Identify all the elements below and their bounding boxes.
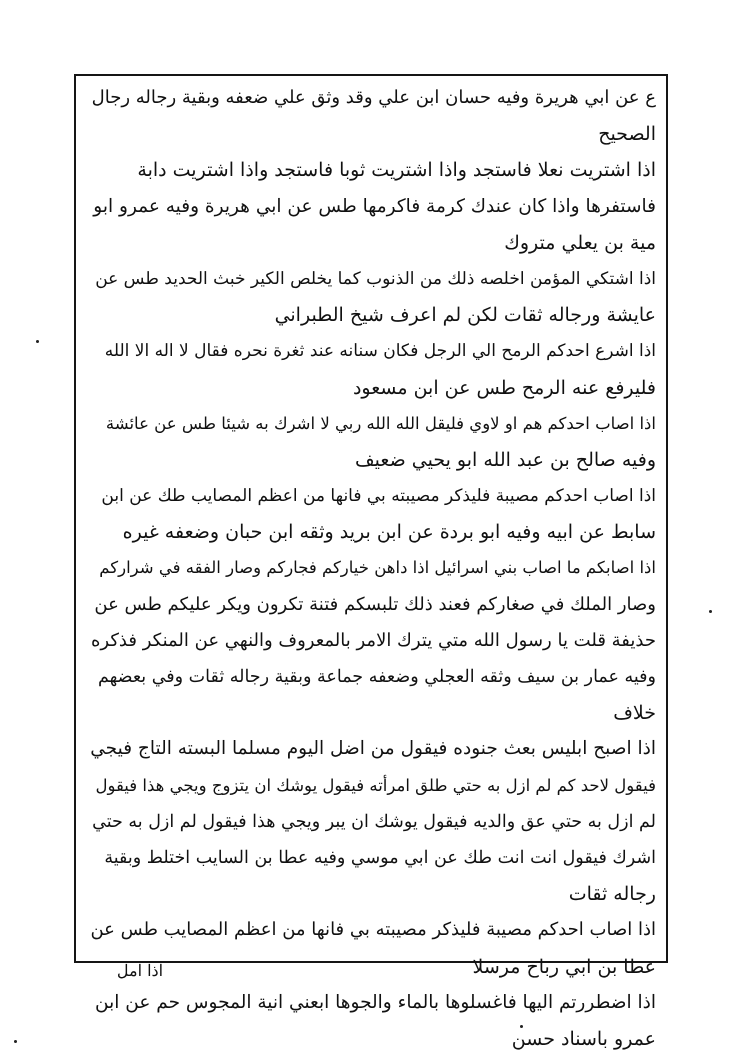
text-line: عايشة ورجاله ثقات لكن لم اعرف شيخ الطبراني xyxy=(274,304,656,327)
text-line: خلاف xyxy=(613,702,656,725)
text-line: وصار الملك في صغاركم فعند ذلك تلبسكم فتنة تكرون ويكر عليكم طس عن xyxy=(94,593,656,615)
text-line: اذا اصاب احدكم مصيبة فليذكر مصيبته بي فانها من اعظم المصايب طس عن xyxy=(90,919,656,941)
text-line: عطا بن ابي رباح مرسلا xyxy=(472,955,656,978)
text-line: اذا اصابكم ما اصاب بني اسرائيل اذا داهن خياركم فجاركم وصار الفقه في شراركم xyxy=(99,558,656,578)
text-line: اذا اصاب احدكم هم او لاوي فليقل الله الله ربي لا اشرك به شيئا طس عن عائشة xyxy=(105,413,656,433)
text-line: اذا اشرع احدكم الرمح الي الرجل فكان سنانه عند ثغرة نحره فقال لا اله الا الله xyxy=(104,341,656,362)
text-line: حذيفة قلت يا رسول الله متي يترك الامر بالمعروف والنهي عن المنكر فذكره xyxy=(91,629,656,651)
catchword: اذا امل xyxy=(116,961,164,980)
text-line: الصحيح xyxy=(598,123,656,146)
text-line: ع عن ابي هريرة وفيه حسان ابن علي وقد وثق علي ضعفه وبقية رجاله رجال xyxy=(91,87,656,108)
ink-speck xyxy=(520,1025,523,1028)
text-line: اذا اشتريت نعلا فاستجد واذا اشتريت ثوبا فاستجد واذا اشتريت دابة xyxy=(137,159,656,182)
text-line: مية بن يعلي متروك xyxy=(504,231,656,254)
text-line: لم ازل به حتي عق والديه فيقول يوشك ان يبر ويجي هذا فيقول لم ازل به حتي xyxy=(92,811,656,832)
ink-speck xyxy=(36,340,39,343)
text-line: عمرو باسناد حسن xyxy=(511,1027,656,1050)
text-line: اذا اصاب احدكم مصيبة فليذكر مصيبته بي فانها من اعظم المصايب طك عن ابن xyxy=(101,486,656,507)
text-line: اذا اصبح ابليس بعث جنوده فيقول من اضل اليوم مسلما البسته التاج فيجي xyxy=(90,738,656,760)
text-line: وفيه صالح بن عبد الله ابو يحيي ضعيف xyxy=(355,448,656,471)
text-line: فليرفع عنه الرمح طس عن ابن مسعود xyxy=(352,376,656,399)
text-line: اذا اضطررتم اليها فاغسلوها بالماء والجوها ابعني انية المجوس حم عن ابن xyxy=(95,991,656,1013)
text-line: فيقول لاحد كم لم ازل به حتي طلق امرأته فيقول يوشك ان يتزوج ويجي هذا فيقول xyxy=(95,775,656,795)
manuscript-text-block xyxy=(90,80,656,1057)
text-line: اشرك فيقول انت انت طك عن ابي موسي وفيه عطا بن السايب اختلط وبقية xyxy=(104,847,656,868)
text-line: وفيه عمار بن سيف وثقه العجلي وضعفه جماعة وبقية رجاله ثقات وفي بعضهم xyxy=(97,667,656,687)
ink-speck xyxy=(14,1040,17,1043)
text-line: اذا اشتكي المؤمن اخلصه ذلك من الذنوب كما يخلص الكير خبث الحديد طس عن xyxy=(95,268,656,289)
text-line: رجاله ثقات xyxy=(568,883,656,906)
ink-speck xyxy=(709,610,712,613)
text-line: فاستفرها واذا كان عندك كرمة فاكرمها طس عن ابي هريرة وفيه عمرو ابو xyxy=(93,195,656,217)
text-line: سابط عن ابيه وفيه ابو بردة عن ابن بريد وثقه ابن حبان وضعفه غيره xyxy=(122,521,656,544)
